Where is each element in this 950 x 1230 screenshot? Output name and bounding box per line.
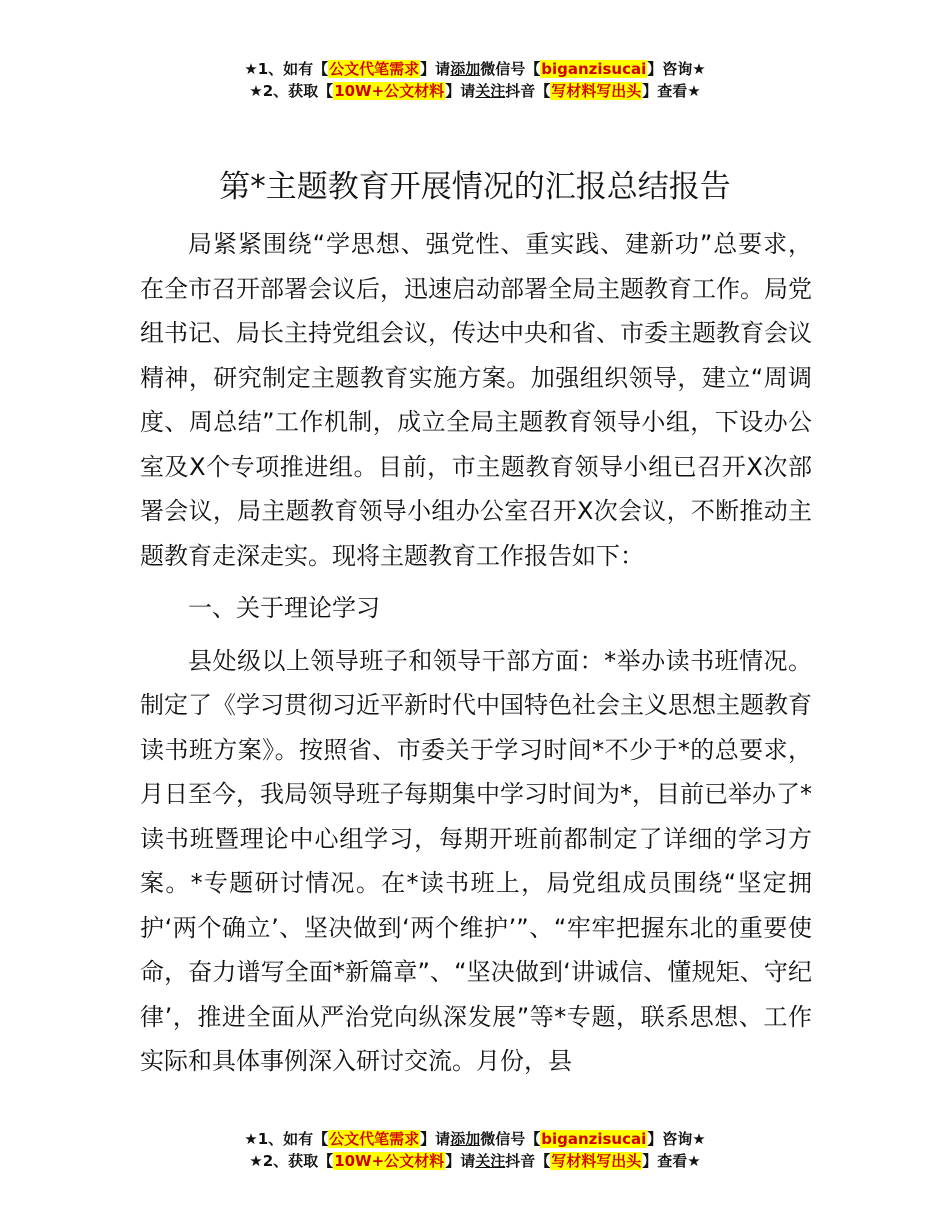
banner-highlight: 写材料写出头: [551, 82, 642, 100]
document-title: 第*主题教育开展情况的汇报总结报告: [219, 169, 731, 205]
banner-line-2: [0, 1150, 950, 1172]
banner-underline: 关注: [475, 82, 506, 100]
banner-highlight: biganzisucai: [541, 60, 647, 78]
banner-text: 】请: [420, 60, 451, 78]
document-body: [140, 222, 812, 1084]
banner-text: 】请: [445, 82, 476, 100]
banner-underline: 关注: [475, 1152, 506, 1170]
banner-text: ★2、获取【: [249, 1152, 334, 1170]
banner-text: 微信号【: [480, 60, 541, 78]
banner-text: 】咨询★: [647, 60, 706, 78]
banner-highlight: biganzisucai: [541, 1130, 647, 1148]
banner-text: ★1、如有【: [244, 60, 329, 78]
banner-underline: 添加: [450, 1130, 481, 1148]
banner-highlight: 写材料写出头: [551, 1152, 642, 1170]
banner-highlight: 公文代笔需求: [329, 1130, 420, 1148]
banner-line-1: [0, 1128, 950, 1150]
banner-text: 】咨询★: [647, 1130, 706, 1148]
banner-text: 抖音【: [505, 82, 551, 100]
banner-line-2: [0, 80, 950, 102]
banner-text: 】请: [420, 1130, 451, 1148]
header-banner: [0, 58, 950, 102]
banner-text: 】查看★: [642, 1152, 701, 1170]
banner-highlight: 10W+公文材料: [334, 82, 445, 100]
banner-text: 抖音【: [505, 1152, 551, 1170]
banner-highlight: 公文代笔需求: [329, 60, 420, 78]
banner-underline: 添加: [450, 60, 481, 78]
banner-highlight: 10W+公文材料: [334, 1152, 445, 1170]
banner-text: 】请: [445, 1152, 476, 1170]
section-heading: 一、关于理论学习: [188, 594, 380, 622]
banner-text: 】查看★: [642, 82, 701, 100]
banner-text: ★1、如有【: [244, 1130, 329, 1148]
paragraph-theory-study: 县处级以上领导班子和领导干部方面：*举办读书班情况。制定了《学习贯彻习近平新时代中国特色社会主义思想主题教育读书班方案》。按照省、市委关于学习时间*不少于*的总要求，月日至今，我局领导班子每期集中学习时间为*，目前已举办了*读书班暨理论中心组学习，每期开班前都制定了详细的学习方案。*专题研讨情况。在*读书班上，局党组成员围绕“坚定拥护‘两个确立’、坚决做到‘两个维护’”、“牢牢把握东北的重要使命，奋力谱写全面*新篇章”、“坚决做到‘讲诚信、懂规矩、守纪律’，推进全面从严治党向纵深发展”等*专题，联系思想、工作实际和具体事例深入研讨交流。月份，县: [140, 646, 812, 1075]
footer-banner: [0, 1128, 950, 1172]
banner-text: 微信号【: [480, 1130, 541, 1148]
banner-line-1: [0, 58, 950, 80]
paragraph-intro: 局紧紧围绕“学思想、强党性、重实践、建新功”总要求，在全市召开部署会议后，迅速启动部署全局主题教育工作。局党组书记、局长主持党组会议，传达中央和省、市委主题教育会议精神，研究制定主题教育实施方案。加强组织领导，建立“周调度、周总结”工作机制，成立全局主题教育领导小组，下设办公室及X个专项推进组。目前，市主题教育领导小组已召开X次部署会议，局主题教育领导小组办公室召开X次会议，不断推动主题教育走深走实。现将主题教育工作报告如下：: [140, 230, 812, 570]
banner-text: ★2、获取【: [249, 82, 334, 100]
